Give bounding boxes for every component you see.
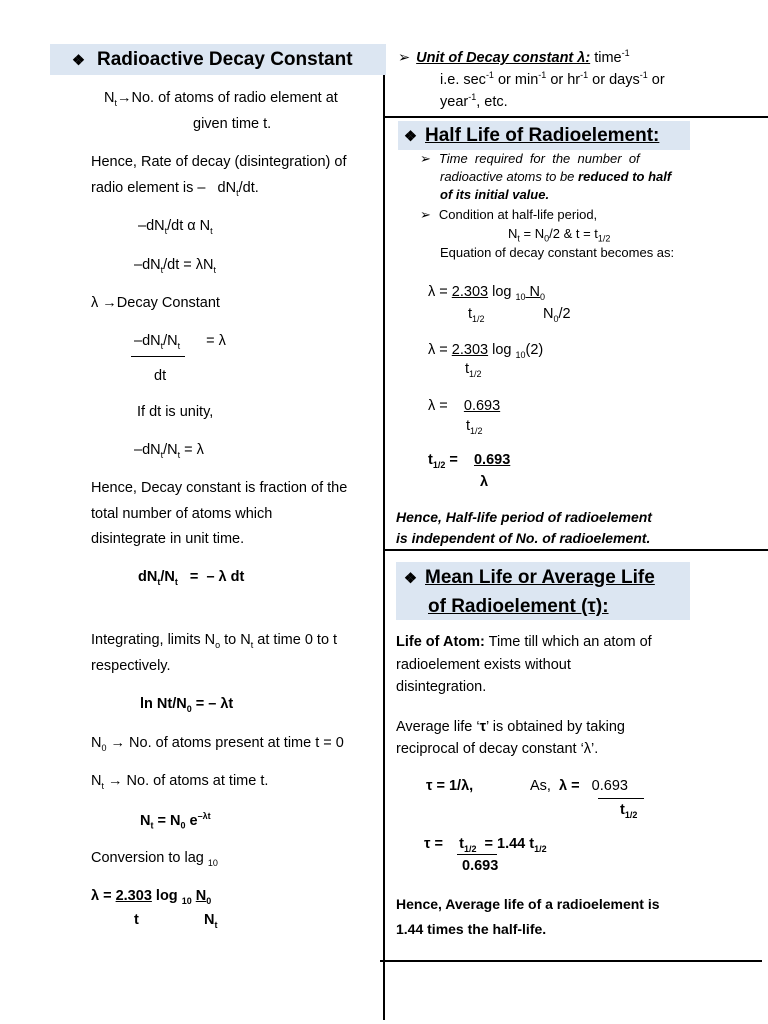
half-life-condition: $N_t = N_0/2$ & $t = t_{1/2}$ [508,226,611,244]
half-life-bullet-1-cont: radioactive atoms to be reduced to half [440,169,672,184]
final-denominator-nt: $N_t$ [204,912,218,930]
mean-life-conclusion-1: Hence, Average life of a radioelement is [396,896,660,912]
if-dt-unity: If dt is unity, [137,404,214,420]
ln-equation: $\ln Nt/N_0$ = – λt [140,696,234,714]
n0-definition: $N_0 \to No$. of atoms present at time t = 0 [91,735,344,753]
half-life-eq-4-den: λ [480,474,489,490]
equation-2: $-dN_t/dt = \lambda N_t$ [134,257,217,275]
diamond-bullet-icon: ❖ [404,129,417,145]
exponential-equation: $N_t = N_0$ $e^{-\lambda t}$ [140,811,211,831]
hence-text-1: Hence, Decay constant is fraction of the [91,480,348,496]
equation-4: $dN_t/N_t$ = – λ dt [138,569,245,587]
average-life-1: Average life ‘τ’ is obtained by taking [396,719,625,735]
nt-definition-cont: given time t. [193,116,272,132]
nt-definition: $N_t\to No$. of atoms of radio element at [104,90,338,108]
arrow-bullet-icon: ➢ [420,207,431,222]
diamond-bullet-icon: ❖ [72,53,85,69]
hence-text-2: total number of atoms which [91,506,273,522]
life-of-atom-3: disintegration. [396,679,487,695]
equation-3: $-dN_t/N_t = \lambda$ [134,442,204,460]
half-life-bullet-1: ➢ Time required for the number of [420,151,640,166]
half-life-equation-intro: Equation of decay constant becomes as: [440,245,675,260]
integrating-text-2: respectively. [91,658,171,674]
half-life-bullet-2: ➢ Condition at half-life period, [420,207,598,222]
lambda-definition: λ →Decay Constant [91,295,220,311]
tau-denominator: 0.693 [462,858,499,874]
half-life-eq-3-den: $t_{1/2}$ [466,418,483,436]
average-life-2: reciprocal of decay constant ‘λ’. [396,741,599,757]
tau-fraction-bar [457,854,497,855]
arrow-bullet-icon: ➢ [398,49,411,66]
mean-life-heading: ❖ Mean Life or Average Life of Radioelement (τ): [396,562,690,620]
decay-constant-heading: ❖ Radioactive Decay Constant [50,44,386,75]
life-of-atom-1: Life of Atom: Time till which an atom of [396,634,652,650]
half-life-eq-2-den: $t_{1/2}$ [465,361,482,379]
half-life-heading: ❖ Half Life of Radioelement: [398,121,690,150]
integrating-text-1: Integrating, limits $N_o$ to $N_t$ at time 0 to t [91,632,338,650]
divider-line-1 [384,116,768,118]
mean-life-conclusion-2: 1.44 times the half-life. [396,921,547,937]
divider-line-2 [384,549,768,551]
final-lambda-equation: λ = 2.303 log $_{10}$ $N_0$ [91,888,212,906]
half-life-eq-1: λ = 2.303 log $_{10}$ $N_0$ [428,284,546,302]
unit-decay-constant: ➢ Unit of Decay constant λ: time$^{-1}$ [398,48,630,66]
half-life-bullet-1-end: of its initial value. [440,187,550,202]
divider-line-3 [380,960,762,962]
fraction-bar [131,356,185,357]
rate-text-2: radio element is – $dN_t/dt$. [91,180,259,198]
half-life-eq-4: $t_{1/2}$ = 0.693 [428,452,511,470]
fraction-denominator: dt [154,368,167,384]
equation-1: $-dN_t/dt$ α $N_t$ [138,218,213,236]
tau-half-equation: τ = $t_{1/2} = 1.44$ $t_{1/2}$ [424,836,547,854]
half-life-eq-1-den: $t_{1/2}$ [468,306,485,324]
nt-definition-2: $N_t \to No$. of atoms at time t. [91,773,269,791]
unit-line-2: i.e. $\sec^{-1}$ or $\min^{-1}$ or $hr^{-1}$ or days$^{-1}$ or [440,70,665,88]
half-life-conclusion-1: Hence, Half-life period of radioelement [396,509,652,525]
half-life-eq-3: λ = 0.693 [428,398,501,414]
life-of-atom-2: radioelement exists without [396,657,571,673]
fraction-numerator: $-dN_t/N_t = \lambda$ [134,333,226,351]
as-denominator: $t_{1/2}$ [620,802,638,820]
column-divider [383,44,385,1020]
half-life-conclusion-2: is independent of No. of radioelement. [396,530,651,546]
conversion-text: Conversion to lag $_{10}$ [91,850,218,868]
unit-line-3: year$^{-1}$, etc. [440,92,508,110]
half-life-eq-2: λ = 2.303 log $_{10}$(2) [428,342,544,360]
as-lambda: As, λ = 0.693 [530,778,628,794]
half-life-eq-1-den2: $N_0/2$ [543,306,571,324]
rate-text-1: Hence, Rate of decay (disintegration) of [91,154,347,170]
diamond-bullet-icon: ❖ [404,571,417,587]
final-denominator-t: t [134,912,139,928]
arrow-bullet-icon: ➢ [420,151,431,166]
hence-text-3: disintegrate in unit time. [91,531,245,547]
tau-equation: τ = 1/λ, [426,778,474,794]
as-fraction-bar [598,798,644,799]
